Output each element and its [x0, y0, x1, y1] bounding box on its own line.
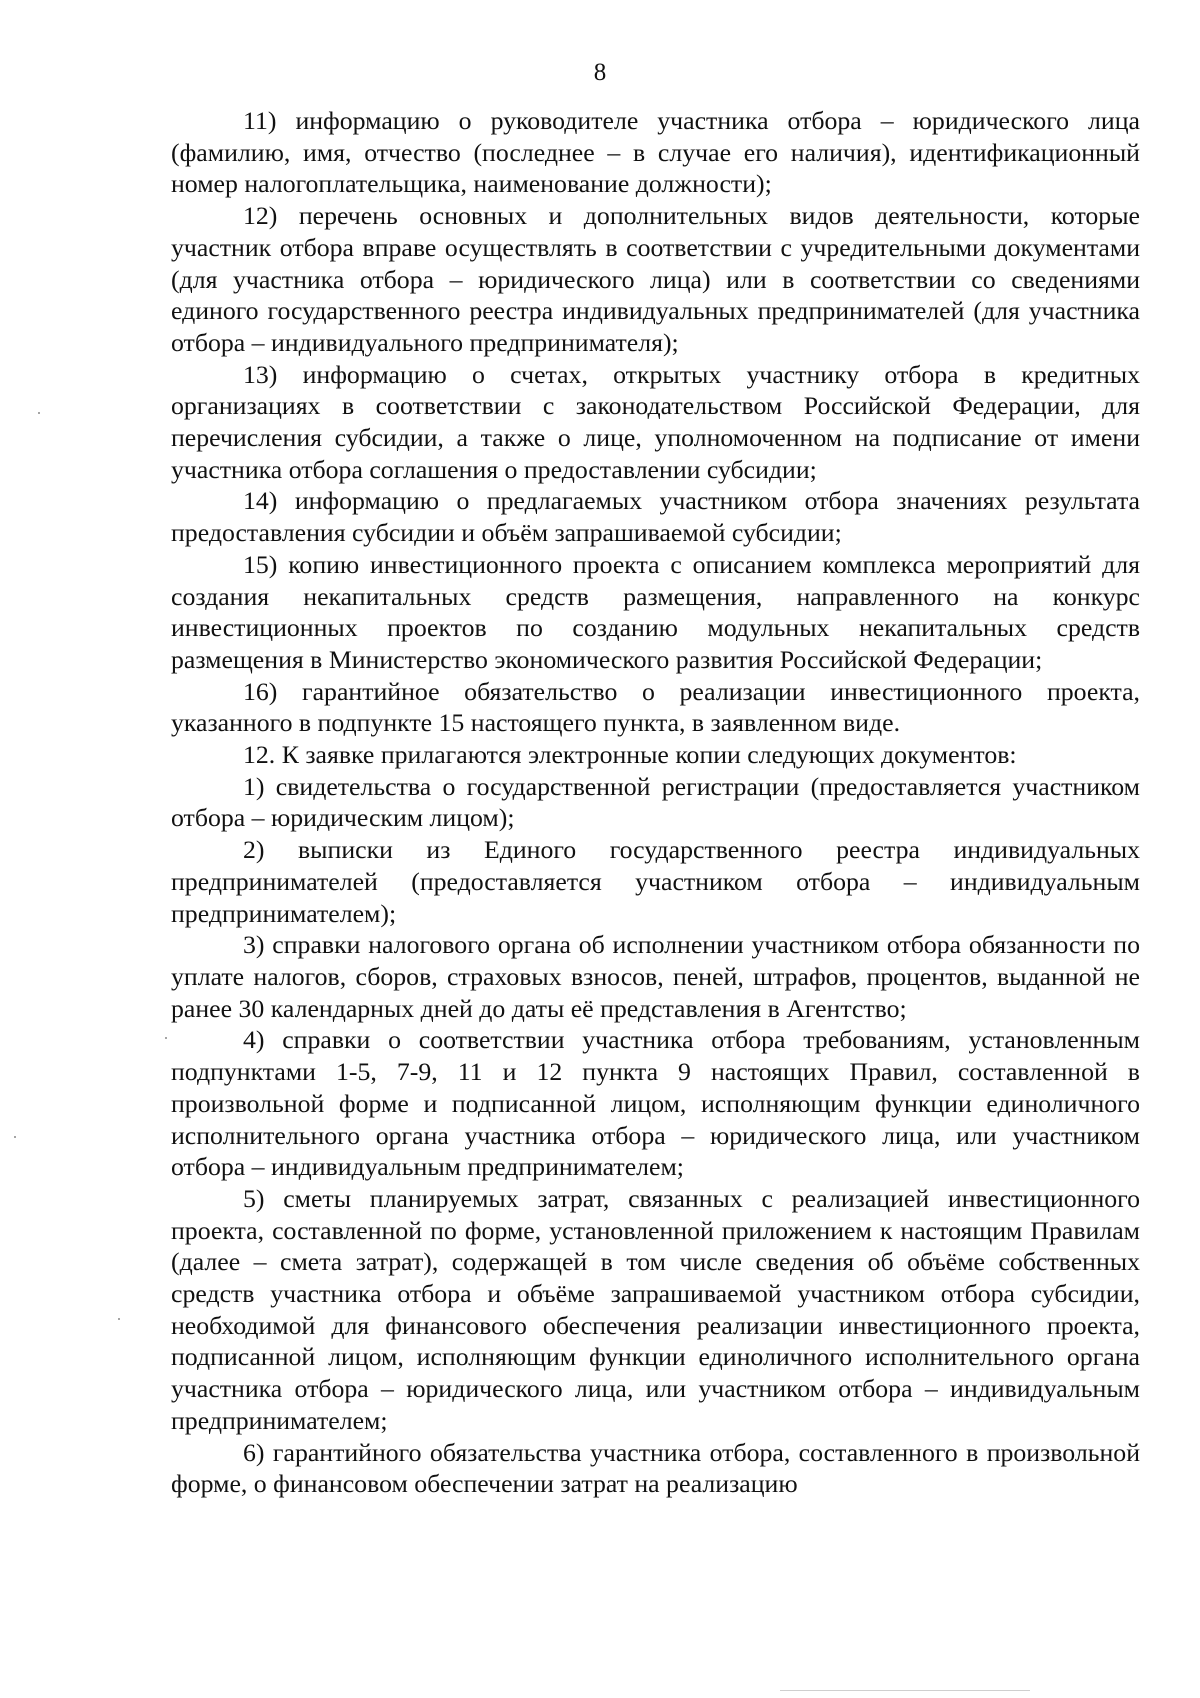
paragraph-doc-6: 6) гарантийного обязательства участника отбора, составленного в произвольной форме, о финансовом обеспечении затрат на реализацию — [171, 1437, 1140, 1499]
paragraph-item-14: 14) информацию о предлагаемых участником отбора значениях результата предоставления субсидии и объём запрашиваемой субсидии; — [171, 486, 1140, 548]
scan-artifact-line — [780, 1690, 1030, 1691]
document-body — [171, 105, 1140, 1500]
scan-artifact-dot — [14, 1136, 16, 1138]
paragraph-doc-4: 4) справки о соответствии участника отбора требованиям, установленным подпунктами 1-5, 7-9, 11 и 12 пункта 9 настоящих Правил, составленной в произвольной форме и подписанной лицом, исполняющим функции единоличного исполнительного органа участника отбора – юридического лица, или участником отбора – индивидуальным предпринимателем; — [171, 1025, 1140, 1182]
scan-artifact-dot — [38, 412, 40, 414]
paragraph-section-12: 12. К заявке прилагаются электронные копии следующих документов: — [243, 740, 1017, 770]
paragraph-item-11: 11) информацию о руководителе участника отбора – юридического лица (фамилию, имя, отчество (последнее – в случае его наличия), идентификационный номер налогоплательщика, наименование должности); — [171, 106, 1140, 199]
paragraph-item-15: 15) копию инвестиционного проекта с описанием комплекса мероприятий для создания некапитальных средств размещения, направленного на конкурс инвестиционных проектов по созданию модульных некапитальных средств размещения в Министерство экономического развития Российской Федерации; — [171, 549, 1140, 674]
paragraph-doc-1: 1) свидетельства о государственной регистрации (предоставляется участником отбора – юридическим лицом); — [171, 771, 1140, 833]
paragraph-doc-2: 2) выписки из Единого государственного реестра индивидуальных предпринимателей (предоставляется участником отбора – индивидуальным предпринимателем); — [171, 835, 1140, 928]
page-number: 8 — [593, 59, 607, 86]
paragraph-doc-5: 5) сметы планируемых затрат, связанных с реализацией инвестиционного проекта, составленной по форме, установленной приложением к настоящим Правилам (далее – смета затрат), содержащей в том числе сведения об объёме собственных средств участника отбора и объёме запрашиваемой участником отбора субсидии, необходимой для финансового обеспечения реализации инвестиционного проекта, подписанной лицом, исполняющим функции единоличного исполнительного органа участника отбора – юридического лица, или участником отбора – индивидуальным предпринимателем; — [171, 1183, 1140, 1435]
paragraph-item-16: 16) гарантийное обязательство о реализации инвестиционного проекта, указанного в подпункте 15 настоящего пункта, в заявленном виде. — [171, 676, 1140, 738]
paragraph-item-12: 12) перечень основных и дополнительных видов деятельности, которые участник отбора вправе осуществлять в соответствии с учредительными документами (для участника отбора – юридического лица) или в соответствии со сведениями единого государственного реестра индивидуальных предпринимателей (для участника отбора – индивидуального предпринимателя); — [171, 201, 1140, 357]
paragraph-item-13: 13) информацию о счетах, открытых участнику отбора в кредитных организациях в соответствии с законодательством Российской Федерации, для перечисления субсидии, а также о лице, уполномоченном на подписание от имени участника отбора соглашения о предоставлении субсидии; — [171, 359, 1140, 484]
scan-artifact-dot — [118, 1318, 120, 1320]
scan-artifact-dot — [165, 1037, 167, 1039]
paragraph-doc-3: 3) справки налогового органа об исполнении участником отбора обязанности по уплате налогов, сборов, страховых взносов, пеней, штрафов, процентов, выданной не ранее 30 календарных дней до даты её представления в Агентство; — [171, 930, 1140, 1023]
